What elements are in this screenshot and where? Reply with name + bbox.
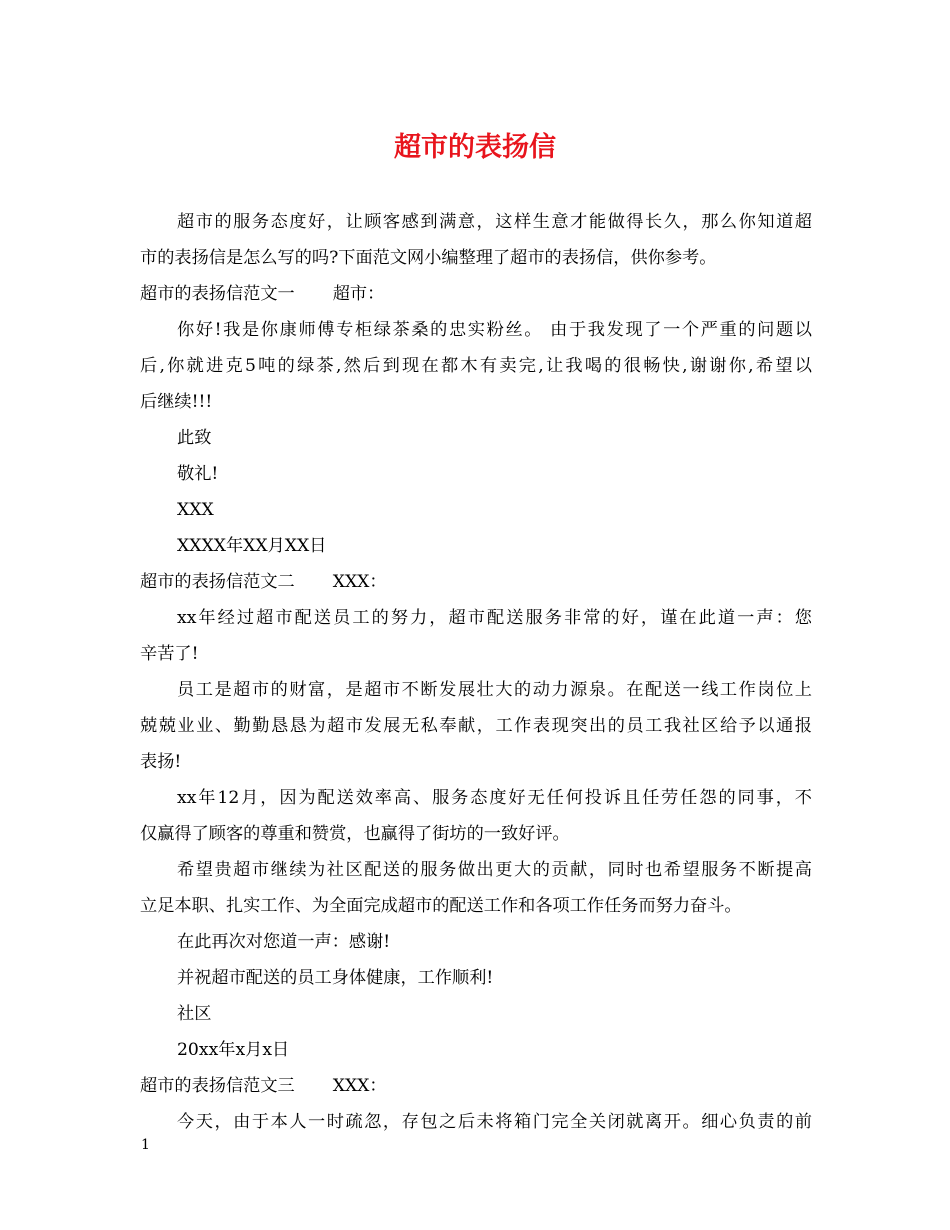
paragraph-line: 今天，由于本人一时疏忽，存包之后未将箱门完全关闭就离开。细心负责的前 — [177, 1112, 812, 1132]
sample-3-heading-row — [140, 1068, 812, 1104]
document-body — [140, 204, 812, 1140]
page-number: 1 — [141, 1137, 150, 1153]
document-title: 超市的表扬信 — [394, 132, 556, 163]
paragraph-line: 后继续!!! — [140, 392, 213, 412]
intro-line: 市的表扬信是怎么写的吗?下面范文网小编整理了超市的表扬信，供你参考。 — [140, 248, 717, 268]
paragraph-line: xx年经过超市配送员工的努力，超市配送服务非常的好，谨在此道一声：您 — [177, 608, 812, 628]
date: XXXX年XX月XX日 — [177, 536, 327, 556]
sample-1-heading-row — [140, 276, 812, 312]
paragraph-line: 仅赢得了顾客的尊重和赞赏，也赢得了街坊的一致好评。 — [140, 824, 570, 844]
paragraph-line: 希望贵超市继续为社区配送的服务做出更大的贡献，同时也希望服务不断提高 — [177, 860, 812, 880]
sample-3-heading: 超市的表扬信范文三 — [140, 1076, 295, 1096]
closing-line: 敬礼! — [177, 464, 219, 484]
sample-2-salutation: XXX： — [332, 572, 387, 592]
paragraph-line: 并祝超市配送的员工身体健康，工作顺利! — [177, 968, 494, 988]
date: 20xx年x月x日 — [177, 1040, 290, 1060]
paragraph-line: 员工是超市的财富，是超市不断发展壮大的动力源泉。在配送一线工作岗位上 — [177, 680, 812, 700]
signature: XXX — [177, 500, 214, 520]
paragraph-line: 你好!我是你康师傅专柜绿茶桑的忠实粉丝。 由于我发现了一个严重的问题以 — [177, 320, 812, 340]
paragraph-line: xx年12月，因为配送效率高、服务态度好无任何投诉且任劳任怨的同事，不 — [177, 788, 812, 808]
paragraph-line: 后,你就进克5吨的绿茶,然后到现在都木有卖完,让我喝的很畅快,谢谢你,希望以 — [140, 356, 812, 376]
paragraph-line: 立足本职、扎实工作、为全面完成超市的配送工作和各项工作任务而努力奋斗。 — [140, 896, 742, 916]
paragraph-line: 兢兢业业、勤勤恳恳为超市发展无私奉献，工作表现突出的员工我社区给予以通报 — [140, 716, 812, 736]
sample-2-heading: 超市的表扬信范文二 — [140, 572, 295, 592]
paragraph-line: 在此再次对您道一声：感谢! — [177, 932, 391, 952]
sample-1-salutation: 超市： — [332, 284, 385, 304]
closing-line: 此致 — [177, 428, 212, 448]
paragraph-line: 表扬! — [140, 752, 182, 772]
signature: 社区 — [177, 1004, 212, 1024]
sample-1-heading: 超市的表扬信范文一 — [140, 284, 295, 304]
sample-2-heading-row — [140, 564, 812, 600]
sample-3-salutation: XXX： — [332, 1076, 387, 1096]
intro-line: 超市的服务态度好，让顾客感到满意，这样生意才能做得长久，那么你知道超 — [177, 212, 812, 232]
paragraph-line: 辛苦了! — [140, 644, 199, 664]
